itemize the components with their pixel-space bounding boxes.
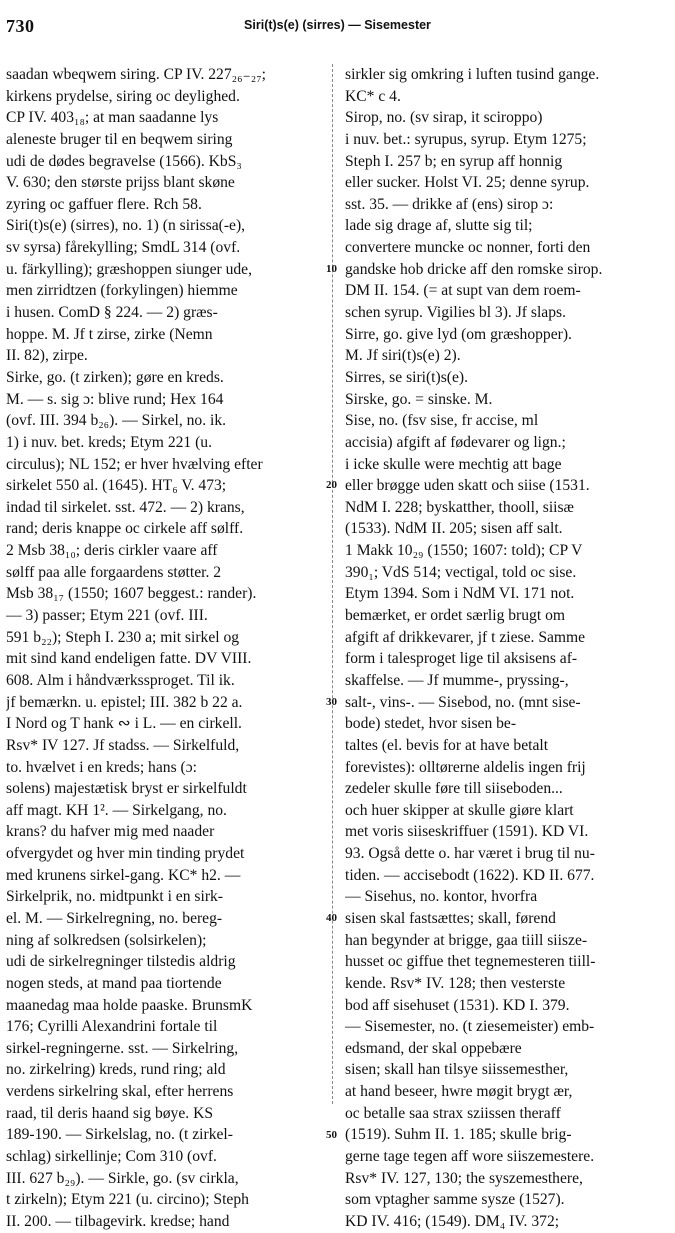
- line-number-marker: 20: [326, 479, 337, 492]
- text-line: convertere muncke oc nonner, forti den: [345, 239, 591, 257]
- text-line: NdM I. 228; byskatther, thooll, siisæ: [345, 498, 574, 516]
- text-line: i nuv. bet.: syrupus, syrup. Etym 1275;: [345, 130, 587, 148]
- line-number-marker: 30: [326, 695, 337, 708]
- text-line: (ovf. III. 394 b₂₆). — Sirkel, no. ik.: [6, 412, 227, 430]
- text-line: han begynder at brigge, gaa tiill siisze-: [345, 931, 588, 949]
- text-line: forevistes): olltørerne aldelis ingen frij: [345, 758, 586, 776]
- text-line: tiden. — accisebodt (1622). KD II. 677.: [345, 866, 595, 884]
- text-line: i icke skulle were mechtig att bage: [345, 455, 562, 473]
- text-line: circulus); NL 152; er hver hvælving efter: [6, 455, 263, 473]
- text-line: edsmand, der skal oppebære: [345, 1039, 522, 1057]
- text-line: aff magt. KH 1². — Sirkelgang, no.: [6, 801, 227, 819]
- text-line: Sirkelprik, no. midtpunkt i en sirk-: [6, 888, 223, 906]
- text-line: el. M. — Sirkelregning, no. bereg-: [6, 909, 223, 927]
- text-line: met voris siiseskriffuer (1591). KD VI.: [345, 823, 589, 841]
- text-line: (1533). NdM II. 205; sisen aff salt.: [345, 520, 563, 538]
- text-line: afgift af drikkevarer, jf t ziese. Samme: [345, 628, 586, 646]
- text-line: husset oc giffue thet tegnemesteren tiill-: [345, 953, 596, 971]
- text-line: eller brøgge uden skatt och siise (1531.: [345, 477, 590, 495]
- text-line: sisen; skall han tilsye siissemesther,: [345, 1061, 569, 1079]
- text-line: zyring oc gaffuer flere. Rch 58.: [6, 195, 202, 213]
- text-line: II. 82), zirpe.: [6, 347, 88, 365]
- text-line: aleneste bruger til en beqwem siring: [6, 130, 233, 148]
- text-line: schlag) sirkellinje; Com 310 (ovf.: [6, 1148, 217, 1166]
- text-line: 93. Også dette o. har været i brug til nu-: [345, 845, 595, 863]
- text-line: Msb 38₁₇ (1550; 1607 beggest.: rander).: [6, 585, 257, 603]
- text-line: salt-, vins-. — Sisebod, no. (mnt sise-: [345, 693, 581, 711]
- text-line: hoppe. M. Jf t zirse, zirke (Nemn: [6, 325, 213, 343]
- text-line: i husen. ComD § 224. — 2) græs-: [6, 304, 218, 322]
- text-line: V. 630; den største prijss blant skøne: [6, 174, 235, 192]
- text-line: KC* c 4.: [345, 87, 401, 105]
- text-line: Sirre, go. give lyd (om græshopper).: [345, 325, 572, 343]
- text-line: som vptagher samme sysze (1527).: [345, 1191, 565, 1209]
- text-line: — Sisemester, no. (t ziesemeister) emb-: [345, 1018, 595, 1036]
- page-number: 730: [6, 16, 35, 36]
- text-line: II. 200. — tilbagevirk. kredse; hand: [6, 1212, 230, 1230]
- text-line: no. zirkelring) kreds, rund ring; ald: [6, 1061, 226, 1079]
- text-line: oc betalle saa strax sziissen theraff: [345, 1104, 561, 1122]
- running-head: Siri(t)s(e) (sirres) — Sisemester: [244, 18, 431, 32]
- line-number-marker: 50: [326, 1128, 337, 1141]
- text-line: Sirop, no. (sv sirap, it sciroppo): [345, 109, 543, 127]
- text-line: accisia) afgift af fødevarer og lign.;: [345, 433, 566, 451]
- text-line: sisen skal fastsættes; skall, førend: [345, 909, 556, 927]
- text-line: — Sisehus, no. kontor, hvorfra: [345, 888, 538, 906]
- text-line: Siri(t)s(e) (sirres), no. 1) (n sirissa(-e),: [6, 217, 246, 235]
- text-line: taltes (el. bevis for at have betalt: [345, 736, 549, 754]
- text-line: form i talesproget lige til aksisens af-: [345, 650, 578, 668]
- text-line: sv syrsa) fårekylling; SmdL 314 (ovf.: [6, 239, 241, 257]
- text-line: u. färkylling); græshoppen siunger ude,: [6, 260, 252, 278]
- text-line: Rsv* IV. 127, 130; the syszemesthere,: [345, 1169, 583, 1187]
- text-line: 1 Makk 10₂₉ (1550; 1607: told); CP V: [345, 542, 583, 560]
- text-line: jf bemærkn. u. epistel; III. 382 b 22 a.: [6, 693, 243, 711]
- text-line: sirkel-regningerne. sst. — Sirkelring,: [6, 1039, 239, 1057]
- text-line: raad, til deris haand sig bøye. KS: [6, 1104, 214, 1122]
- text-line: udi de sirkelregninger tilstedis aldrig: [6, 953, 236, 971]
- text-line: verdens sirkelring skal, efter herrens: [6, 1083, 234, 1101]
- text-line: sølff paa alle forgaardens støtter. 2: [6, 563, 222, 581]
- text-line: bemærket, er ordet særlig brugt om: [345, 607, 566, 625]
- text-line: 591 b₂₂); Steph I. 230 a; mit sirkel og: [6, 628, 240, 646]
- text-line: gandske hob dricke aff den romske sirop.: [345, 260, 603, 278]
- line-number-marker: 10: [326, 262, 337, 275]
- text-line: maanedag maa holde paaske. BrunsmK: [6, 996, 253, 1014]
- right-column: [345, 64, 669, 1233]
- text-line: ofvergydet og hver min tinding prydet: [6, 845, 245, 863]
- text-line: sst. 35. — drikke af (ens) sirop ɔ:: [345, 195, 554, 213]
- text-line: skaffelse. — Jf mumme-, pryssing-,: [345, 671, 569, 689]
- text-line: kirkens prydelse, siring oc deylighed.: [6, 87, 240, 105]
- text-line: bode) stedet, hvor sisen be-: [345, 715, 517, 733]
- text-line: 608. Alm i håndværkssproget. Til ik.: [6, 671, 235, 689]
- text-line: sirkelet 550 al. (1645). HT₆ V. 473;: [6, 477, 227, 495]
- text-line: DM II. 154. (= at supt van dem roem-: [345, 282, 581, 300]
- text-line: KD IV. 416; (1549). DM₄ IV. 372;: [345, 1212, 560, 1230]
- text-line: at hand beseer, hwre møgit brygt ær,: [345, 1083, 573, 1101]
- text-line: III. 627 b₂₉). — Sirkle, go. (sv cirkla,: [6, 1169, 239, 1187]
- text-line: Sise, no. (fsv sise, fr accise, ml: [345, 412, 539, 430]
- text-line: Rsv* IV 127. Jf stadss. — Sirkelfuld,: [6, 736, 240, 754]
- text-line: indad til sirkelet. sst. 472. — 2) krans,: [6, 498, 245, 516]
- text-line: CP IV. 403₁₈; at man saadanne lys: [6, 109, 219, 127]
- text-line: krans? du hafver mig med naader: [6, 823, 215, 841]
- text-line: to. hvælvet i en kreds; hans (ɔ:: [6, 758, 197, 776]
- text-line: mit sind kand endeligen fatte. DV VIII.: [6, 650, 252, 668]
- text-line: och huer skipper at skulle giøre klart: [345, 801, 574, 819]
- text-line: eller sucker. Holst VI. 25; denne syrup.: [345, 174, 590, 192]
- column-divider: [332, 64, 333, 1104]
- text-line: lade sig drage af, slutte sig til;: [345, 217, 533, 235]
- text-line: Sirres, se siri(t)s(e).: [345, 368, 468, 386]
- text-line: ning af solkredsen (solsirkelen);: [6, 931, 207, 949]
- text-line: solens) majestætisk bryst er sirkelfuldt: [6, 780, 247, 798]
- text-line: udi de dødes begravelse (1566). KbS₃: [6, 152, 242, 170]
- text-line: sirkler sig omkring i luften tusind gange.: [345, 66, 600, 83]
- text-line: Etym 1394. Som i NdM VI. 171 not.: [345, 585, 575, 603]
- text-line: t zirkeln); Etym 221 (u. circino); Steph: [6, 1191, 249, 1209]
- line-number-marker: 40: [326, 912, 337, 925]
- text-line: med krunens sirkel-gang. KC* h2. —: [6, 866, 241, 884]
- text-line: 1) i nuv. bet. kreds; Etym 221 (u.: [6, 433, 213, 451]
- text-line: saadan wbeqwem siring. CP IV. 227₂₆₋₂₇;: [6, 66, 266, 83]
- text-line: Sirske, go. = sinske. M.: [345, 390, 493, 408]
- text-line: schen syrup. Vigilies bl 3). Jf slaps.: [345, 304, 566, 322]
- text-line: 390₁; VdS 514; vectigal, told oc sise.: [345, 563, 577, 581]
- text-line: zedeler skulle føre till siiseboden...: [345, 780, 563, 798]
- text-line: M. — s. sig ɔ: blive rund; Hex 164: [6, 390, 224, 408]
- text-line: gerne tage tegen aff wore siiszemestere.: [345, 1148, 595, 1166]
- text-line: Steph I. 257 b; en syrup aff honnig: [345, 152, 563, 170]
- text-line: I Nord og T hank ∾ i L. — en cirkell.: [6, 715, 242, 733]
- text-line: 2 Msb 38₁₀; deris cirkler vaare aff: [6, 542, 218, 560]
- text-line: rand; deris knappe oc cirkele aff sølff.: [6, 520, 244, 538]
- page-header: [0, 0, 675, 38]
- text-line: men zirridtzen (forkylingen) hiemme: [6, 282, 238, 300]
- text-line: M. Jf siri(t)s(e) 2).: [345, 347, 461, 365]
- text-line: 189-190. — Sirkelslag, no. (t zirkel-: [6, 1126, 233, 1144]
- text-line: kende. Rsv* IV. 128; then vesterste: [345, 974, 566, 992]
- text-line: — 3) passer; Etym 221 (ovf. III.: [6, 607, 208, 625]
- text-line: Sirke, go. (t zirken); gøre en kreds.: [6, 368, 224, 386]
- text-line: bod aff sisehuset (1531). KD I. 379.: [345, 996, 570, 1014]
- text-line: (1519). Suhm II. 1. 185; skulle brig-: [345, 1126, 572, 1144]
- left-column: [6, 64, 324, 1233]
- text-line: nogen steds, at mand paa tiortende: [6, 974, 222, 992]
- text-line: 176; Cyrilli Alexandrini fortale til: [6, 1018, 218, 1036]
